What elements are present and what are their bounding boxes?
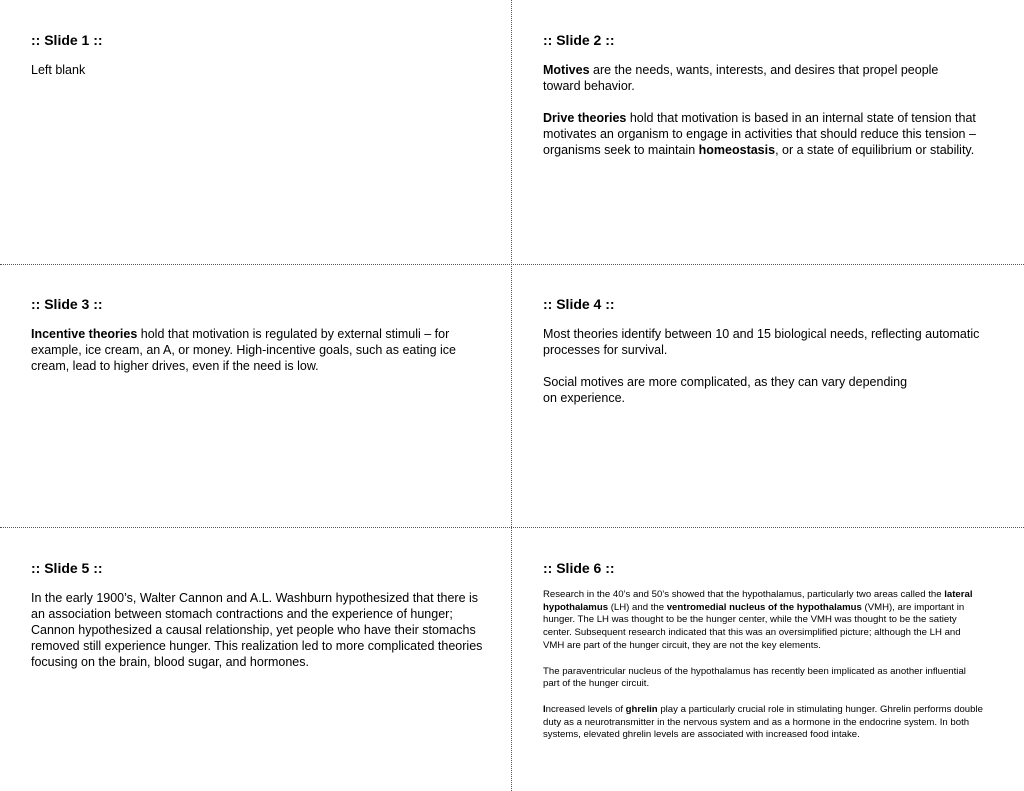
term-lateral-hypothalamus: lateral hypothalamus (543, 589, 973, 613)
slide-6-paragraph-2 (543, 666, 983, 691)
slide-3-paragraph-1 (31, 326, 483, 374)
slide-2-paragraph-1 (543, 62, 963, 94)
slide-5-text: In the early 1900’s, Walter Cannon and A.L. Washburn hypothesized that there is an association between stomach contractions and the experience of hunger; Cannon hypothesized a causal relationship, yet people who have their stomachs removed still experience hunger. This realization led to more complicated theories focusing on the brain, blood sugar, and hormones. (31, 591, 483, 669)
slide-6-initial-letter: I (543, 703, 546, 715)
slide-6-paragraph-3 (543, 704, 983, 742)
slide-5-panel (31, 560, 486, 686)
slide-5-paragraph-1 (31, 590, 486, 670)
horizontal-divider-bottom (0, 527, 1024, 528)
slide-2-text-2: hold that motivation is based in an internal state of tension that motivates an organism to engage in activities that should reduce this tension – organisms seek to maintain (543, 111, 976, 157)
slide-2-text-1: are the needs, wants, interests, and desires that propel people toward behavior. (543, 63, 939, 93)
slide-6-panel (543, 560, 983, 755)
slide-6-text-1c: (VMH), are important in hunger. The LH was thought to be the hunger center, while the VMH was thought to be the satiety center. Subsequent research indicated that this was an oversimplified picture; although the LH and VMH are part of the hunger circuit, they are not the key elements. (543, 601, 965, 651)
slide-1-panel (31, 32, 486, 94)
slide-4-paragraph-1 (543, 326, 998, 358)
term-drive-theories: Drive theories (543, 111, 627, 125)
term-ghrelin: ghrelin (625, 703, 658, 715)
slide-4-text-2a: Social motives are more complicated, as they can vary depending (543, 375, 908, 389)
slide-2-panel (543, 32, 995, 174)
slide-1-text: Left blank (31, 63, 86, 77)
slide-2-title: :: Slide 2 :: (543, 32, 615, 48)
slide-6-text-2: The paraventricular nucleus of the hypothalamus has recently been implicated as another influential part of the hunger circuit. (543, 665, 966, 690)
slide-4-text-1: Most theories identify between 10 and 15 biological needs, reflecting automatic processes for survival. (543, 327, 980, 357)
slide-2-text-3: , or a state of equilibrium or stability. (775, 143, 975, 157)
term-homeostasis: homeostasis (698, 143, 776, 157)
slide-6-text-3a: ncreased levels of (545, 703, 626, 715)
slide-3-title: :: Slide 3 :: (31, 296, 103, 312)
slide-6-title: :: Slide 6 :: (543, 560, 615, 576)
slide-3-text: hold that motivation is regulated by external stimuli – for example, ice cream, an A, or money. High-incentive goals, such as eating ice cream, lead to higher drives, even if the need is low. (31, 327, 456, 373)
slide-1-paragraph-1 (31, 62, 486, 78)
term-motives: Motives (543, 63, 590, 77)
term-incentive-theories: Incentive theories (31, 327, 138, 341)
slide-6-text-1a: Research in the 40’s and 50’s showed that the hypothalamus, particularly two areas called the (543, 589, 945, 600)
slide-6-text-1b: (LH) and the (608, 601, 667, 613)
slide-3-panel (31, 296, 483, 390)
slide-2-paragraph-2 (543, 110, 995, 158)
term-ventromedial-nucleus: ventromedial nucleus of the hypothalamus (666, 601, 862, 613)
slide-4-text-2b: on experience. (543, 391, 626, 405)
slide-4-title: :: Slide 4 :: (543, 296, 615, 312)
slide-6-paragraph-1 (543, 589, 983, 653)
slide-6-text-3b: play a particularly crucial role in stimulating hunger. Ghrelin performs double duty as a neurotransmitter in the nervous system and as a hormone in the endocrine system. In both systems, elevated ghrelin levels are associated with increased food intake. (543, 703, 983, 741)
slide-1-title: :: Slide 1 :: (31, 32, 103, 48)
vertical-divider (511, 0, 512, 791)
slide-5-title: :: Slide 5 :: (31, 560, 103, 576)
slide-4-panel (543, 296, 998, 422)
horizontal-divider-top (0, 264, 1024, 265)
slide-4-paragraph-2 (543, 374, 998, 406)
